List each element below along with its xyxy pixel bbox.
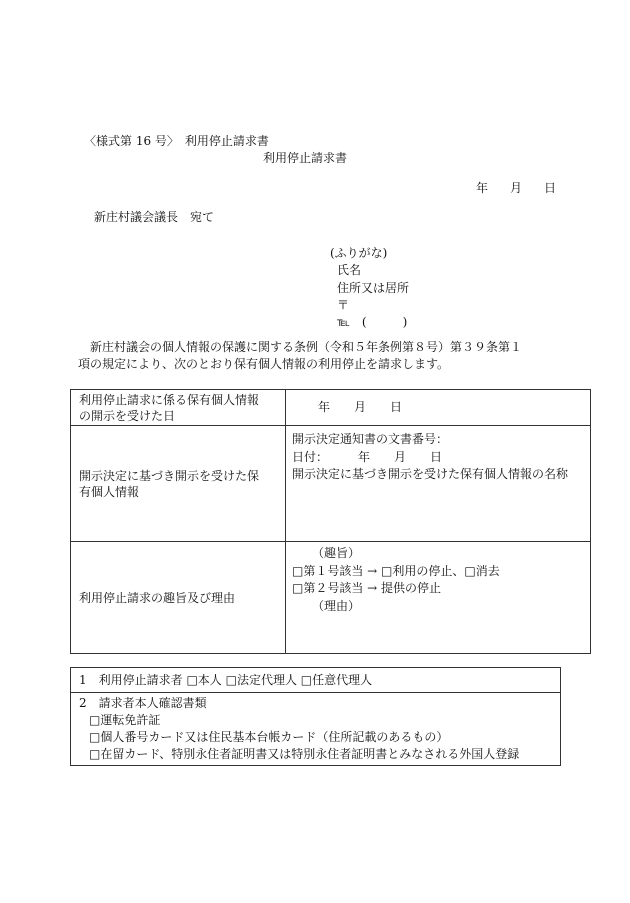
date-line xyxy=(476,182,556,194)
name-label: 氏名 xyxy=(337,263,362,278)
clause-2-checkbox[interactable]: □第２号該当 → 提供の停止 xyxy=(292,581,442,595)
applicant-block xyxy=(330,245,409,331)
statement-line-2: 項の規定により、次のとおり保有個人情報の利用停止を請求します。 xyxy=(78,357,450,371)
purpose-reason-row xyxy=(71,542,591,654)
id-documents-row xyxy=(71,693,561,766)
statement-line-1: 新庄村議会の個人情報の保護に関する条例（令和５年条例第８号）第３９条第１ xyxy=(78,340,523,354)
purpose-reason-label: 利用停止請求の趣旨及び理由 xyxy=(71,542,286,654)
drivers-license-checkbox[interactable]: □運転免許証 xyxy=(89,713,161,727)
request-details-table xyxy=(70,389,591,654)
requester-info-table xyxy=(70,667,561,766)
furigana-label: (ふりがな) xyxy=(330,246,388,260)
request-statement xyxy=(78,339,522,373)
document-number-label: 開示決定通知書の文書番号： xyxy=(292,432,449,446)
disclosed-info-field[interactable] xyxy=(286,426,591,542)
disclosure-date-field[interactable]: 年 月 日 xyxy=(286,390,591,426)
document-date-label: 日付： 年 月 日 xyxy=(292,449,443,464)
disclosure-date-label: 利用停止請求に係る保有個人情報 の開示を受けた日 xyxy=(71,390,286,426)
requester-type-row xyxy=(71,668,561,693)
form-number: 〈様式第 16 号〉 利用停止請求書 xyxy=(84,134,269,148)
form-title: 利用停止請求書 xyxy=(263,151,348,165)
addressee: 新庄村議会議長 宛て xyxy=(94,210,215,224)
postal-label: 〒 xyxy=(337,297,350,312)
reason-heading: （理由） xyxy=(312,598,361,613)
purpose-reason-field[interactable] xyxy=(286,542,591,654)
address-label: 住所又は居所 xyxy=(337,280,410,295)
tel-label: ℡ ( ) xyxy=(337,315,408,330)
residence-card-checkbox[interactable]: □在留カード、特別永住者証明書又は特別永住者証明書とみなされる外国人登録 xyxy=(89,747,520,761)
clause-1-checkbox[interactable]: □第１号該当 → □利用の停止、□消去 xyxy=(292,563,500,578)
date-day-label: 日 xyxy=(544,181,557,195)
disclosed-info-row xyxy=(71,426,591,542)
requester-type-options[interactable]: 1 利用停止請求者 □本人 □法定代理人 □任意代理人 xyxy=(71,668,561,693)
date-month-label: 月 xyxy=(510,181,523,195)
date-year-label: 年 xyxy=(476,181,489,195)
id-documents-cell xyxy=(71,693,561,766)
disclosure-date-row xyxy=(71,390,591,426)
my-number-card-checkbox[interactable]: □個人番号カード又は住民基本台帳カード（住所記載のあるもの） xyxy=(89,730,449,744)
info-name-label: 開示決定に基づき開示を受けた保有個人情報の名称 xyxy=(292,467,569,481)
disclosed-info-label: 開示決定に基づき開示を受けた保 有個人情報 xyxy=(71,426,286,542)
id-documents-heading: 2 請求者本人確認書類 xyxy=(79,696,207,710)
purpose-heading: （趣旨） xyxy=(312,546,361,560)
